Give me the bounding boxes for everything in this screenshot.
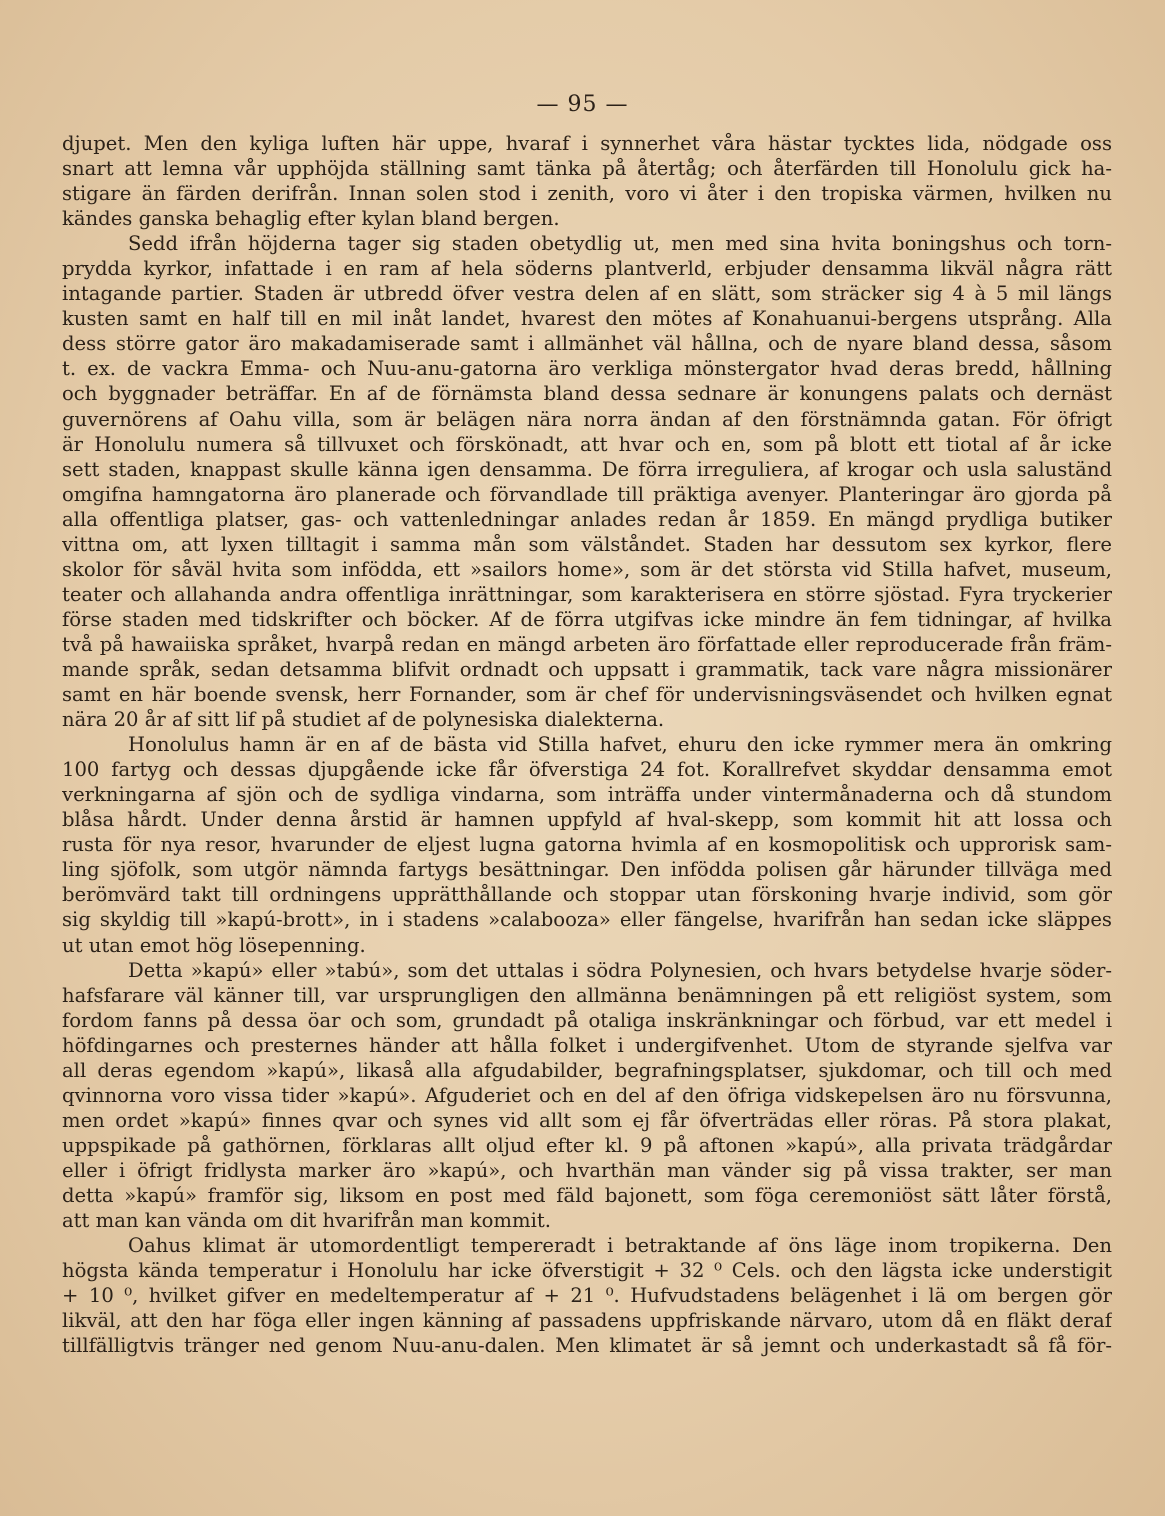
text-line: guvernörens af Oahu villa, som är belägen nära norra ändan af den förstnämnda gatan. För öfrigt [62,407,1112,431]
text-line: nära 20 år af sitt lif på studiet af de polynesiska dialekterna. [62,708,665,732]
text-line: Sedd ifrån höjderna tager sig staden obetydlig ut, men med sina hvita boningshus och torn- [128,232,1112,256]
text-line: intagande partier. Staden är utbredd öfver vestra delen af en slätt, som sträcker sig 4 à 5 mil längs [62,282,1112,306]
text-line: skolor för såväl hvita som infödda, ett »sailors home», som är det största vid Stilla hafvet, museum, [62,557,1112,581]
text-line: Detta »kapú» eller »tabú», som det uttalas i södra Polynesien, och hvars betydelse hvarje söder- [128,958,1112,982]
text-line: två på hawaiiska språket, hvarpå redan en mängd arbeten äro författade eller reproducerade från främ- [62,632,1112,656]
text-line: hafsfarare väl känner till, var ursprungligen den allmänna benämningen på ett religiöst system, som [62,983,1112,1007]
text-line: qvinnorna voro vissa tider »kapú». Afguderiet och en del af den öfriga vidskepelsen äro nu försvunna, [62,1083,1112,1107]
text-line: verkningarna af sjön och de sydliga vindarna, som inträffa under vintermånaderna och då stundom [62,783,1112,807]
text-line: samt en här boende svensk, herr Fornander, som är chef för undervisningsväsendet och hvilken egnat [62,683,1112,707]
text-line: tillfälligtvis tränger ned genom Nuu-anu-dalen. Men klimatet är så jemnt och underkastadt så få för- [62,1334,1112,1358]
text-line: prydda kyrkor, infattade i en ram af hela söderns plantverld, erbjuder densamma likväl några rätt [62,257,1112,281]
text-line: berömvärd takt till ordningens upprätthållande och stoppar utan förskoning hvarje individ, som gör [62,883,1112,907]
text-line: + 10 ⁰, hvilket gifver en medeltemperatur af + 21 ⁰. Hufvudstadens belägenhet i lä om bergen gör [62,1284,1112,1308]
text-line: blåsa hårdt. Under denna årstid är hamnen uppfyld af hval-skepp, som kommit hit att lossa och [62,808,1112,832]
text-line: förse staden med tidskrifter och böcker. Af de förra utgifvas icke mindre än fem tidningar, af hvilka [62,607,1112,631]
text-line: kändes ganska behaglig efter kylan bland bergen. [62,207,560,231]
text-line: ut utan emot hög lösepenning. [62,933,366,957]
text-line: fordom fanns på dessa öar och som, grundadt på otaliga inskränkningar och förbud, var ett medel i [62,1008,1112,1032]
text-line: dess större gator äro makadamiserade samt i allmänhet väl hållna, och de nyare bland dessa, såsom [62,332,1112,356]
text-line: Honolulus hamn är en af de bästa vid Stilla hafvet, ehuru den icke rymmer mera än omkring [128,733,1112,757]
text-line: vittna om, att lyxen tilltagit i samma mån som välståndet. Staden har dessutom sex kyrkor, flere [62,532,1112,556]
text-line: detta »kapú» framför sig, liksom en post med fäld bajonett, som föga ceremoniöst sätt låter förstå, [62,1183,1112,1207]
text-line: alla offentliga platser, gas- och vattenledningar anlades redan år 1859. En mängd prydliga butiker [62,507,1112,531]
page-number: — 95 — [536,92,629,117]
text-line: att man kan vända om dit hvarifrån man kommit. [62,1209,551,1233]
text-line: är Honolulu numera så tillvuxet och förskönadt, att hvar och en, som på blott ett tiotal af år icke [62,432,1112,456]
text-line: uppspikade på gathörnen, förklaras allt oljud efter kl. 9 på aftonen »kapú», alla privata trädgårdar [62,1133,1112,1157]
text-line: mande språk, sedan detsamma blifvit ordnadt och uppsatt i grammatik, tack vare några missionärer [62,657,1112,681]
text-line: likväl, att den har föga eller ingen känning af passadens uppfriskande närvaro, utom då en fläkt deraf [62,1309,1112,1333]
text-line: höfdingarnes och presternes händer att hålla folket i undergifvenhet. Utom de styrande sjelfva var [62,1033,1112,1057]
text-line: kusten samt en half till en mil inåt landet, hvarest den mötes af Konahuanui-bergens utsprång. Alla [62,307,1112,331]
text-line: ling sjöfolk, som utgör nämnda fartygs besättningar. Den infödda polisen går härunder tillväga med [62,858,1112,882]
text-line: Oahus klimat är utomordentligt tempereradt i betraktande af öns läge inom tropikerna. Den [128,1234,1112,1258]
text-line: djupet. Men den kyliga luften här uppe, hvaraf i synnerhet våra hästar tycktes lida, nödgade oss [62,132,1112,155]
text-line: stigare än färden derifrån. Innan solen stod i zenith, voro vi åter i den tropiska värmen, hvilken nu [62,182,1112,206]
text-line: all deras egendom »kapú», likaså alla afgudabilder, begrafningsplatser, sjukdomar, och till och med [62,1058,1112,1082]
text-line: 100 fartyg och dessas djupgående icke får öfverstiga 24 fot. Korallrefvet skyddar densamma emot [62,758,1112,782]
text-line: snart att lemna vår upphöjda ställning samt tänka på återtåg; och återfärden till Honolulu gick ha- [62,157,1112,181]
text-line: eller i öfrigt fridlysta marker äro »kapú», och hvarthän man vänder sig på vissa trakter, ser man [62,1158,1112,1182]
text-line: högsta kända temperatur i Honolulu har icke öfverstigit + 32 ⁰ Cels. och den lägsta icke understigit [62,1259,1112,1283]
text-line: omgifna hamngatorna äro planerade och förvandlade till präktiga avenyer. Planteringar äro gjorda på [62,482,1112,506]
text-line: t. ex. de vackra Emma- och Nuu-anu-gatorna äro verkliga mönstergator hvad deras bredd, hållning [62,357,1112,381]
body-text [62,131,1112,1358]
text-line: men ordet »kapú» finnes qvar och synes vid allt som ej får öfverträdas eller röras. På stora plakat, [62,1108,1112,1132]
text-line: teater och allahanda andra offentliga inrättningar, som karakterisera en större sjöstad. Fyra tryckerier [62,582,1112,606]
text-line: sig skyldig till »kapú-brott», in i stadens »calabooza» eller fängelse, hvarifrån han sedan icke släppes [62,908,1112,932]
text-line: rusta för nya resor, hvarunder de eljest lugna gatorna hvimla af en kosmopolitisk och upprorisk sam- [62,833,1112,857]
text-line: och byggnader beträffar. En af de förnämsta bland dessa sednare är konungens palats och dernäst [62,382,1112,406]
text-line: sett staden, knappast skulle känna igen densamma. De förra irreguliera, af krogar och usla saluständ [62,457,1112,481]
